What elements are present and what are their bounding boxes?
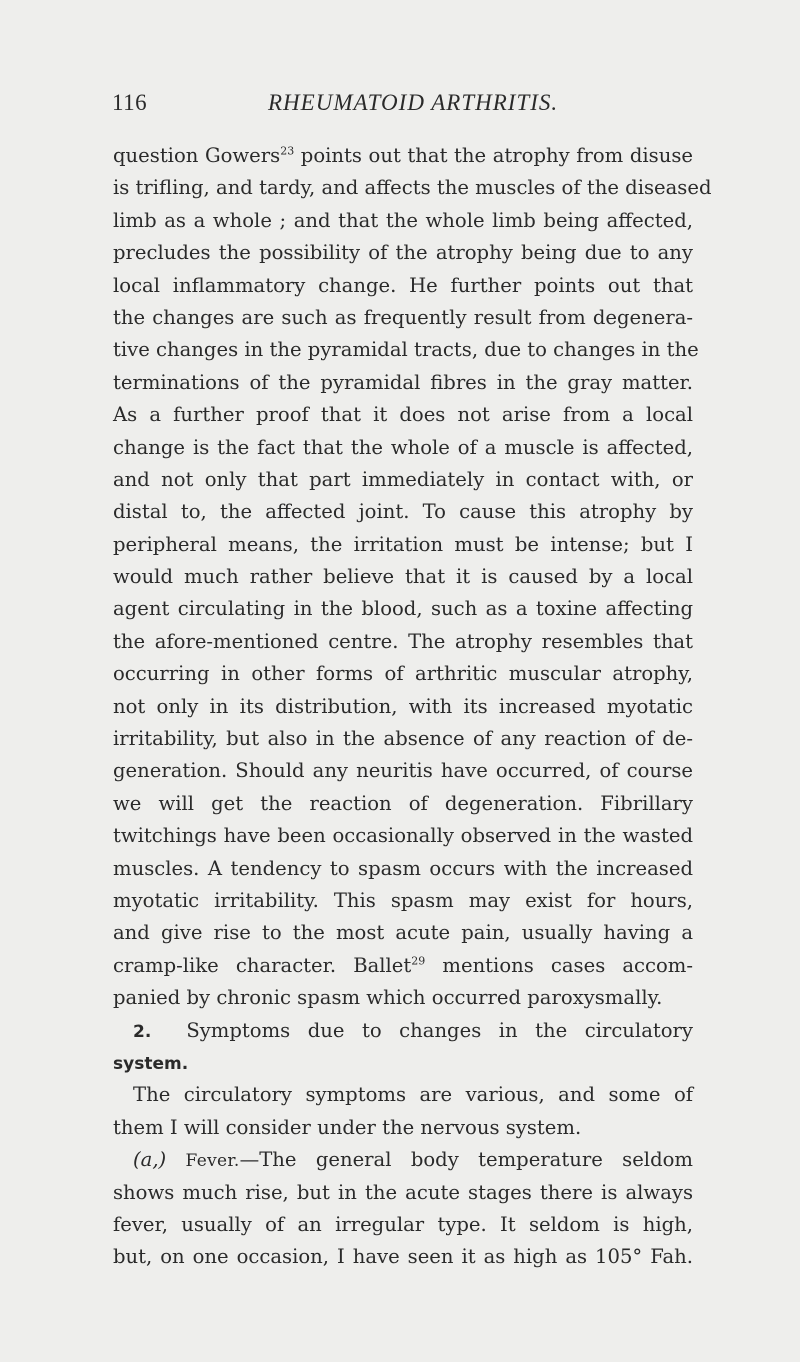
section-number: 2. [133,1021,152,1042]
subsection-label: (a,) [133,1148,167,1172]
text-line: irritability, but also in the absence of any reaction of de- [113,727,693,751]
text-line: question Gowers$^{23}$ points out that the atrophy from disuse [113,144,693,167]
section-heading [113,1015,693,1047]
text-line: The circulatory symptoms are various, and some of [133,1083,693,1107]
footnote-reference: 23 [280,144,295,158]
footnote-reference: 29 [411,954,426,968]
text-line: not only in its distribution, with its increased myotatic [113,694,693,718]
text-line: cramp-like character. Ballet$^{29}$ mentions cases accom- [113,953,694,977]
text-line: limb as a whole ; and that the whole limb being affected, [113,208,693,232]
text-line: shows much rise, but in the acute stages there is always [113,1180,693,1204]
text-line: change is the fact that the whole of a muscle is affected, [113,435,693,459]
text-line: myotatic irritability. This spasm may exist for hours, [113,888,693,912]
text-line: peripheral means, the irritation must be intense; but I [113,532,693,556]
text-line: is trifling, and tardy, and affects the muscles of the diseased [113,176,712,200]
text-line: occurring in other forms of arthritic muscular atrophy, [113,662,693,686]
text-line: panied by chronic spasm which occurred paroxysmally. [113,986,663,1010]
section-heading-text: Symptoms due to changes in the circulatory [186,1018,693,1042]
text-line: muscles. A tendency to spasm occurs with the increased [113,856,693,880]
page-number: 116 [112,90,148,115]
text-line: them I will consider under the nervous system. [113,1115,582,1139]
text-line: the changes are such as frequently result from degenera- [113,305,693,329]
text-line: we will get the reaction of degeneration. Fibrillary [113,791,693,815]
text-line: but, on one occasion, I have seen it as high as 105° Fah. [113,1245,693,1269]
text-line: local inflammatory change. He further points out that [113,273,693,297]
text-line: would much rather believe that it is caused by a local [113,565,693,589]
text-line: As a further proof that it does not arise from a local [113,403,693,427]
text-line: generation. Should any neuritis have occurred, of course [113,759,693,783]
text-line: fever, usually of an irregular type. It seldom is high, [113,1212,693,1236]
text-line: distal to, the affected joint. To cause this atrophy by [113,500,693,524]
text-line: the afore-mentioned centre. The atrophy resembles that [113,629,693,653]
text-line: tive changes in the pyramidal tracts, due to changes in the [113,338,699,362]
running-head [112,90,712,124]
text-line: agent circulating in the blood, such as a toxine affecting [113,597,693,621]
section-heading-continued: system. [113,1053,189,1074]
subsection-term: Fever. [185,1151,240,1172]
text-line: terminations of the pyramidal fibres in the gray matter. [113,370,693,394]
text-line: (a,) Fever.—The general body temperature seldom [133,1148,693,1172]
running-title: RHEUMATOID ARTHRITIS. [268,90,559,115]
text-line: precludes the possibility of the atrophy being due to any [113,241,693,265]
text-line: and give rise to the most acute pain, usually having a [113,921,693,945]
body-text [113,140,712,1274]
text-line: and not only that part immediately in contact with, or [113,467,693,491]
text-line: twitchings have been occasionally observed in the wasted [113,824,693,848]
